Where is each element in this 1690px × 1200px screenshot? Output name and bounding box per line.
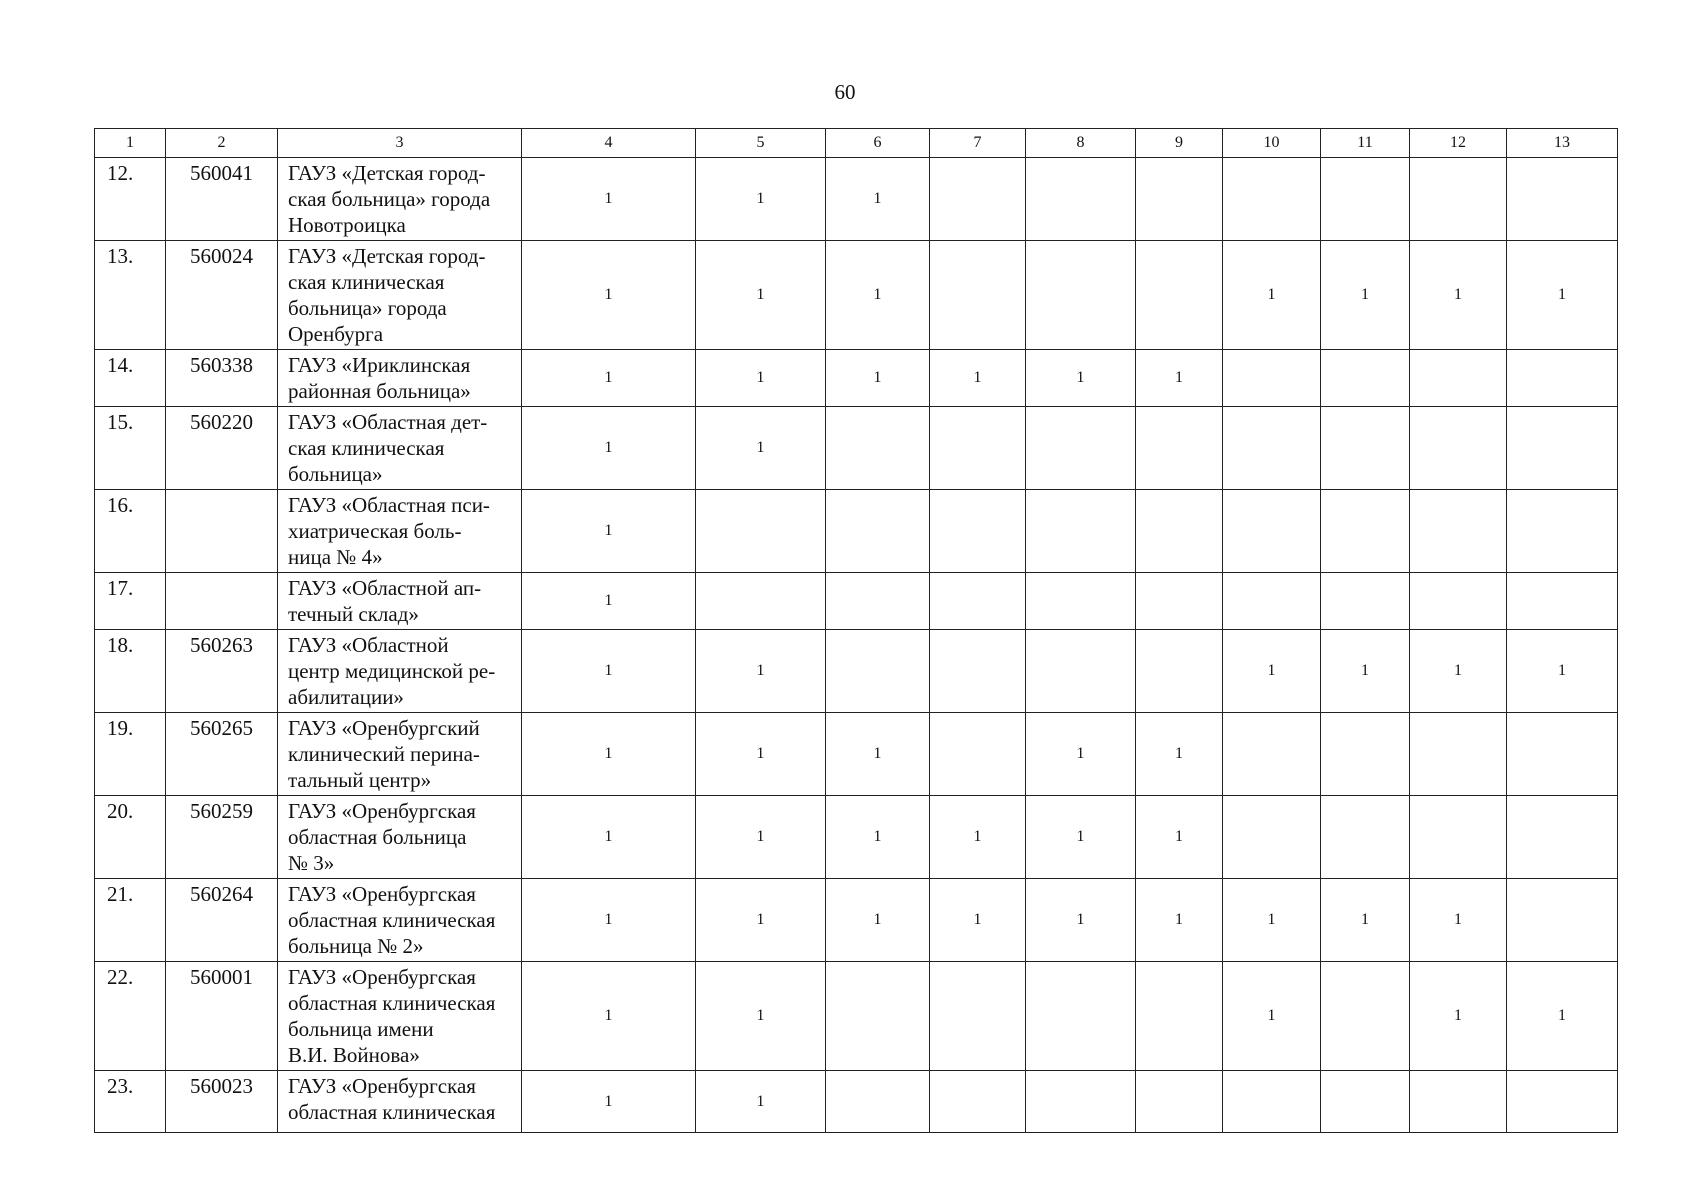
code-cell: [166, 573, 278, 630]
mark-cell-col-5: 1: [696, 713, 826, 796]
mark-cell-col-11: [1321, 158, 1410, 241]
column-header-11: 11: [1321, 129, 1410, 158]
mark-cell-col-11: [1321, 350, 1410, 407]
column-header-3: 3: [278, 129, 522, 158]
code-cell: [166, 490, 278, 573]
mark-cell-col-9: [1136, 573, 1223, 630]
mark-cell-col-9: [1136, 962, 1223, 1071]
mark-cell-col-9: 1: [1136, 879, 1223, 962]
mark-cell-col-12: 1: [1410, 630, 1507, 713]
row-number-cell: 17.: [95, 573, 166, 630]
mark-cell-col-8: [1026, 241, 1136, 350]
name-line: ГАУЗ «Областной ап-: [288, 576, 482, 600]
mark-cell-col-8: [1026, 630, 1136, 713]
mark-cell-col-10: [1223, 796, 1321, 879]
mark-cell-col-6: [826, 490, 930, 573]
mark-cell-col-9: 1: [1136, 796, 1223, 879]
row-number-cell: 18.: [95, 630, 166, 713]
mark-cell-col-10: [1223, 490, 1321, 573]
mark-cell-col-10: [1223, 407, 1321, 490]
name-line: ская клиническая: [288, 436, 445, 460]
mark-cell-col-6: 1: [826, 158, 930, 241]
mark-cell-col-6: [826, 407, 930, 490]
name-line: ница № 4»: [288, 545, 383, 569]
row-number-cell: 12.: [95, 158, 166, 241]
name-line: ская клиническая: [288, 270, 445, 294]
name-line: Оренбурга: [288, 322, 384, 346]
mark-cell-col-6: [826, 573, 930, 630]
table-row: [95, 350, 1618, 407]
column-header-5: 5: [696, 129, 826, 158]
organization-name-cell: [278, 158, 522, 241]
mark-cell-col-7: [930, 241, 1026, 350]
code-cell: 560220: [166, 407, 278, 490]
mark-cell-col-12: [1410, 796, 1507, 879]
column-header-13: 13: [1507, 129, 1618, 158]
mark-cell-col-5: 1: [696, 796, 826, 879]
organization-name-cell: [278, 630, 522, 713]
name-line: больница имени: [288, 1017, 434, 1041]
mark-cell-col-10: [1223, 158, 1321, 241]
mark-cell-col-4: 1: [522, 796, 696, 879]
mark-cell-col-7: [930, 407, 1026, 490]
mark-cell-col-6: 1: [826, 713, 930, 796]
mark-cell-col-6: [826, 630, 930, 713]
mark-cell-col-11: [1321, 713, 1410, 796]
mark-cell-col-9: [1136, 407, 1223, 490]
mark-cell-col-10: 1: [1223, 241, 1321, 350]
mark-cell-col-5: 1: [696, 962, 826, 1071]
organization-name-cell: [278, 879, 522, 962]
name-line: ГАУЗ «Областная дет-: [288, 410, 488, 434]
mark-cell-col-10: 1: [1223, 630, 1321, 713]
mark-cell-col-10: [1223, 1071, 1321, 1133]
row-number-cell: 20.: [95, 796, 166, 879]
mark-cell-col-13: [1507, 1071, 1618, 1133]
name-line: ГАУЗ «Оренбургская: [288, 799, 476, 823]
mark-cell-col-9: [1136, 1071, 1223, 1133]
mark-cell-col-5: [696, 573, 826, 630]
mark-cell-col-5: [696, 490, 826, 573]
mark-cell-col-11: 1: [1321, 241, 1410, 350]
mark-cell-col-10: 1: [1223, 962, 1321, 1071]
table-header-row: [95, 129, 1618, 158]
table-row: [95, 962, 1618, 1071]
table-row: [95, 158, 1618, 241]
mark-cell-col-9: [1136, 490, 1223, 573]
mark-cell-col-4: 1: [522, 158, 696, 241]
mark-cell-col-6: [826, 962, 930, 1071]
mark-cell-col-6: [826, 1071, 930, 1133]
name-line: В.И. Войнова»: [288, 1043, 420, 1067]
mark-cell-col-5: 1: [696, 630, 826, 713]
name-line: тальный центр»: [288, 768, 432, 792]
mark-cell-col-13: 1: [1507, 241, 1618, 350]
mark-cell-col-8: [1026, 573, 1136, 630]
mark-cell-col-6: 1: [826, 879, 930, 962]
name-line: № 3»: [288, 851, 335, 875]
table-row: [95, 573, 1618, 630]
organization-name-cell: [278, 241, 522, 350]
code-cell: 560024: [166, 241, 278, 350]
organization-name-cell: [278, 1071, 522, 1133]
mark-cell-col-13: [1507, 713, 1618, 796]
name-line: абилитации»: [288, 685, 404, 709]
mark-cell-col-4: 1: [522, 407, 696, 490]
name-line: течный склад»: [288, 602, 419, 626]
mark-cell-col-13: [1507, 879, 1618, 962]
name-line: районная больница»: [288, 379, 471, 403]
mark-cell-col-4: 1: [522, 630, 696, 713]
code-cell: 560263: [166, 630, 278, 713]
table-row: [95, 241, 1618, 350]
row-number-cell: 21.: [95, 879, 166, 962]
organization-name-cell: [278, 962, 522, 1071]
mark-cell-col-9: [1136, 241, 1223, 350]
code-cell: 560023: [166, 1071, 278, 1133]
mark-cell-col-8: 1: [1026, 713, 1136, 796]
mark-cell-col-5: 1: [696, 241, 826, 350]
mark-cell-col-7: [930, 490, 1026, 573]
mark-cell-col-4: 1: [522, 1071, 696, 1133]
mark-cell-col-7: 1: [930, 796, 1026, 879]
mark-cell-col-12: [1410, 490, 1507, 573]
mark-cell-col-8: [1026, 1071, 1136, 1133]
organization-name-cell: [278, 796, 522, 879]
mark-cell-col-12: [1410, 350, 1507, 407]
data-table: [94, 128, 1618, 1133]
page-number: 60: [834, 80, 856, 104]
table-row: [95, 713, 1618, 796]
mark-cell-col-9: [1136, 158, 1223, 241]
name-line: ГАУЗ «Ириклинская: [288, 353, 471, 377]
mark-cell-col-10: [1223, 573, 1321, 630]
mark-cell-col-13: 1: [1507, 630, 1618, 713]
column-header-1: 1: [95, 129, 166, 158]
name-line: ГАУЗ «Детская город-: [288, 161, 486, 185]
row-number-cell: 23.: [95, 1071, 166, 1133]
mark-cell-col-5: 1: [696, 1071, 826, 1133]
mark-cell-col-7: [930, 962, 1026, 1071]
name-line: ГАУЗ «Оренбургский: [288, 716, 480, 740]
organization-name-cell: [278, 490, 522, 573]
column-header-12: 12: [1410, 129, 1507, 158]
name-line: ГАУЗ «Оренбургская: [288, 882, 476, 906]
mark-cell-col-8: [1026, 407, 1136, 490]
mark-cell-col-12: 1: [1410, 879, 1507, 962]
organization-name-cell: [278, 573, 522, 630]
mark-cell-col-7: [930, 713, 1026, 796]
mark-cell-col-7: [930, 158, 1026, 241]
mark-cell-col-13: [1507, 158, 1618, 241]
table-body: [95, 158, 1618, 1133]
name-line: ГАУЗ «Областной: [288, 633, 449, 657]
row-number-cell: 16.: [95, 490, 166, 573]
mark-cell-col-10: 1: [1223, 879, 1321, 962]
mark-cell-col-7: 1: [930, 879, 1026, 962]
name-line: областная клиническая: [288, 1100, 496, 1124]
mark-cell-col-8: [1026, 158, 1136, 241]
mark-cell-col-6: 1: [826, 796, 930, 879]
mark-cell-col-4: 1: [522, 490, 696, 573]
mark-cell-col-13: 1: [1507, 962, 1618, 1071]
mark-cell-col-13: [1507, 796, 1618, 879]
name-line: клинический перина-: [288, 742, 480, 766]
mark-cell-col-5: 1: [696, 158, 826, 241]
table-row: [95, 407, 1618, 490]
table-row: [95, 490, 1618, 573]
mark-cell-col-7: [930, 630, 1026, 713]
mark-cell-col-10: [1223, 713, 1321, 796]
name-line: ГАУЗ «Детская город-: [288, 244, 486, 268]
name-line: областная больница: [288, 825, 467, 849]
code-cell: 560001: [166, 962, 278, 1071]
mark-cell-col-13: [1507, 407, 1618, 490]
mark-cell-col-11: [1321, 573, 1410, 630]
name-line: хиатрическая боль-: [288, 519, 462, 543]
mark-cell-col-11: [1321, 796, 1410, 879]
mark-cell-col-4: 1: [522, 879, 696, 962]
name-line: ГАУЗ «Оренбургская: [288, 1074, 476, 1098]
mark-cell-col-4: 1: [522, 350, 696, 407]
mark-cell-col-12: [1410, 713, 1507, 796]
column-header-10: 10: [1223, 129, 1321, 158]
organization-name-cell: [278, 713, 522, 796]
mark-cell-col-13: [1507, 573, 1618, 630]
mark-cell-col-9: 1: [1136, 350, 1223, 407]
table-row: [95, 630, 1618, 713]
mark-cell-col-5: 1: [696, 407, 826, 490]
name-line: ская больница» города: [288, 187, 491, 211]
mark-cell-col-4: 1: [522, 573, 696, 630]
organization-name-cell: [278, 350, 522, 407]
table-row: [95, 1071, 1618, 1133]
column-header-6: 6: [826, 129, 930, 158]
mark-cell-col-11: [1321, 490, 1410, 573]
mark-cell-col-8: 1: [1026, 350, 1136, 407]
mark-cell-col-11: 1: [1321, 879, 1410, 962]
mark-cell-col-12: [1410, 407, 1507, 490]
mark-cell-col-5: 1: [696, 879, 826, 962]
mark-cell-col-12: [1410, 1071, 1507, 1133]
mark-cell-col-11: [1321, 407, 1410, 490]
name-line: больница»: [288, 462, 383, 486]
mark-cell-col-6: 1: [826, 350, 930, 407]
column-header-8: 8: [1026, 129, 1136, 158]
mark-cell-col-8: 1: [1026, 879, 1136, 962]
mark-cell-col-9: [1136, 630, 1223, 713]
mark-cell-col-11: 1: [1321, 630, 1410, 713]
column-header-4: 4: [522, 129, 696, 158]
mark-cell-col-13: [1507, 490, 1618, 573]
mark-cell-col-7: [930, 1071, 1026, 1133]
name-line: областная клиническая: [288, 908, 496, 932]
column-header-7: 7: [930, 129, 1026, 158]
mark-cell-col-10: [1223, 350, 1321, 407]
mark-cell-col-4: 1: [522, 713, 696, 796]
name-line: центр медицинской ре-: [288, 659, 496, 683]
code-cell: 560041: [166, 158, 278, 241]
name-line: ГАУЗ «Областная пси-: [288, 493, 490, 517]
name-line: больница» города: [288, 296, 447, 320]
mark-cell-col-12: [1410, 573, 1507, 630]
mark-cell-col-8: 1: [1026, 796, 1136, 879]
mark-cell-col-4: 1: [522, 241, 696, 350]
mark-cell-col-9: 1: [1136, 713, 1223, 796]
mark-cell-col-4: 1: [522, 962, 696, 1071]
mark-cell-col-8: [1026, 962, 1136, 1071]
name-line: Новотроицка: [288, 213, 406, 237]
mark-cell-col-13: [1507, 350, 1618, 407]
name-line: больница № 2»: [288, 934, 424, 958]
organization-name-cell: [278, 407, 522, 490]
mark-cell-col-7: 1: [930, 350, 1026, 407]
mark-cell-col-12: 1: [1410, 962, 1507, 1071]
column-header-2: 2: [166, 129, 278, 158]
column-header-9: 9: [1136, 129, 1223, 158]
mark-cell-col-11: [1321, 1071, 1410, 1133]
row-number-cell: 15.: [95, 407, 166, 490]
mark-cell-col-11: [1321, 962, 1410, 1071]
mark-cell-col-12: [1410, 158, 1507, 241]
row-number-cell: 13.: [95, 241, 166, 350]
row-number-cell: 22.: [95, 962, 166, 1071]
mark-cell-col-5: 1: [696, 350, 826, 407]
row-number-cell: 19.: [95, 713, 166, 796]
code-cell: 560338: [166, 350, 278, 407]
mark-cell-col-12: 1: [1410, 241, 1507, 350]
row-number-cell: 14.: [95, 350, 166, 407]
code-cell: 560259: [166, 796, 278, 879]
code-cell: 560265: [166, 713, 278, 796]
mark-cell-col-6: 1: [826, 241, 930, 350]
table-row: [95, 879, 1618, 962]
table-row: [95, 796, 1618, 879]
code-cell: 560264: [166, 879, 278, 962]
name-line: ГАУЗ «Оренбургская: [288, 965, 476, 989]
mark-cell-col-8: [1026, 490, 1136, 573]
name-line: областная клиническая: [288, 991, 496, 1015]
mark-cell-col-7: [930, 573, 1026, 630]
